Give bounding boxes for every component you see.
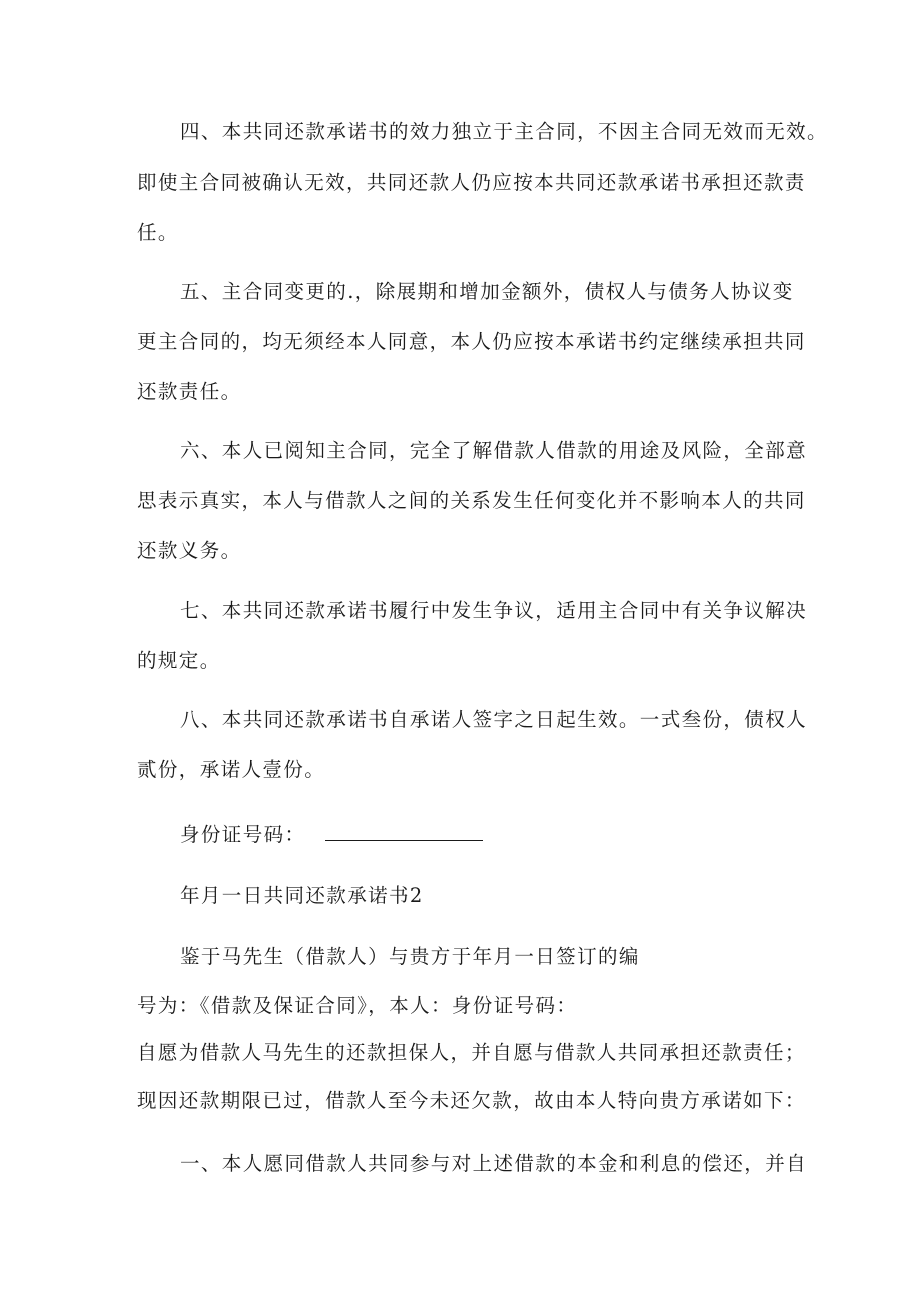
clause-7-line-2: 的规定。 [137,649,221,672]
clause-5-line-1: 五、主合同变更的.，除展期和增加金额外，债权人与债务人协议变 [180,280,794,303]
intro-line-1: 鉴于马先生（借款人）与贵方于年月一日签订的编 [180,945,640,968]
clause-8-line-1: 八、本共同还款承诺书自承诺人签字之日起生效。一式叁份，债权人 [180,708,808,731]
clause-6-line-3: 还款义务。 [137,539,242,562]
document-heading: 年月一日共同还款承诺书2 [180,884,424,907]
intro-line-2: 号为：《借款及保证合同》，本人：身份证号码： [137,994,578,1017]
clause-6-line-2: 思表示真实，本人与借款人之间的关系发生任何变化并不影响本人的共同 [137,489,806,512]
clause-4-line-1: 四、本共同还款承诺书的效力独立于主合同，不因主合同无效而无效。 [180,120,828,143]
id-number-label: 身份证号码： [180,823,306,846]
id-number-blank [325,820,483,841]
clause-4-line-2: 即使主合同被确认无效，共同还款人仍应按本共同还款承诺书承担还款责 [137,171,806,194]
clause-5-line-2: 更主合同的，均无须经本人同意，本人仍应按本承诺书约定继续承担共同 [137,330,806,353]
clause-1-line-1: 一、本人愿同借款人共同参与对上述借款的本金和利息的偿还，并自 [180,1152,808,1175]
clause-7-line-1: 七、本共同还款承诺书履行中发生争议，适用主合同中有关争议解决 [180,599,808,622]
clause-6-line-1: 六、本人已阅知主合同，完全了解借款人借款的用途及风险，全部意 [180,439,808,462]
intro-line-4: 现因还款期限已过，借款人至今未还欠款，故由本人特向贵方承诺如下： [137,1089,806,1112]
clause-4-line-3: 任。 [137,221,179,244]
clause-8-line-2: 贰份，承诺人壹份。 [137,758,326,781]
clause-5-line-3: 还款责任。 [137,380,242,403]
intro-line-3: 自愿为借款人马先生的还款担保人，并自愿与借款人共同承担还款责任； [137,1041,806,1064]
id-number-row [180,820,483,849]
